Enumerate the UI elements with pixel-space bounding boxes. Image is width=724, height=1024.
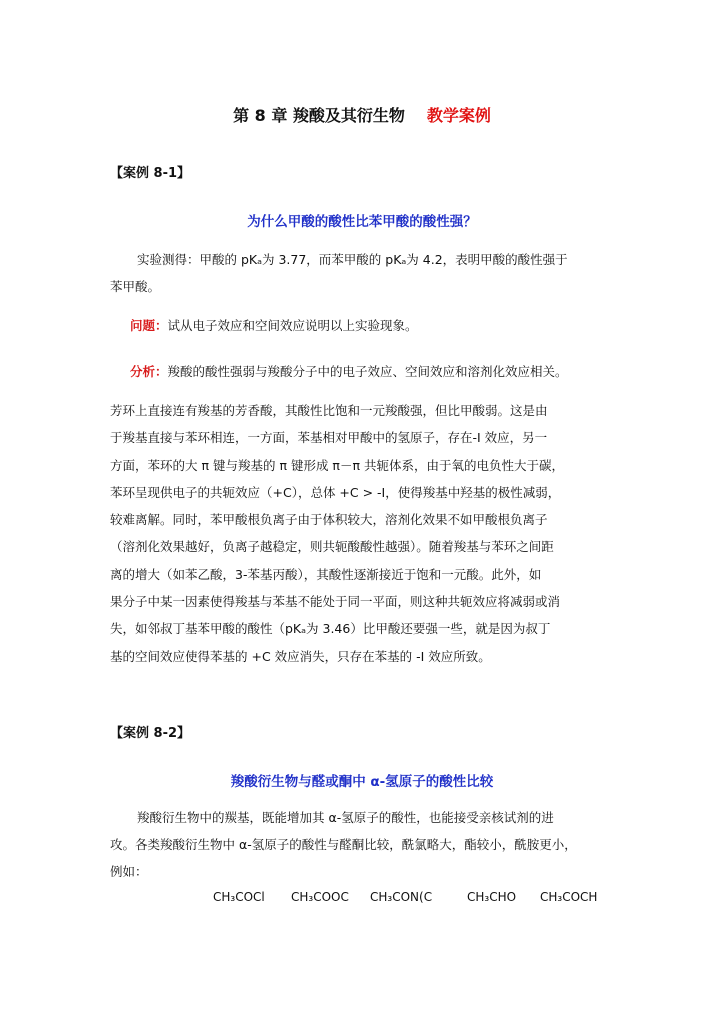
title-highlight: 教学案例 [426,106,491,125]
case1-body [110,397,564,670]
case2-body-line-3: 例如： [110,864,148,879]
formula-acetaldehyde: CH₃CHO [467,890,517,904]
case1-experiment-line-1: 实验测得：甲酸的 pKₐ为 3.77，而苯甲酸的 pKₐ为 4.2，表明甲酸的酸性强于 [137,252,568,267]
analysis-paragraph [130,362,568,381]
case2-body-line-1: 羧酸衍生物中的羰基，既能增加其 α-氢原子的酸性，也能接受亲核试剂的进 [137,810,554,825]
title-main: 第 8 章 羧酸及其衍生物 [233,106,405,125]
body-line: 苯环呈现供电子的共轭效应（+C），总体 +C > -I，使得羧基中羟基的极性减弱， [110,484,561,500]
formula-acetate-ester: CH₃COOC [291,890,349,904]
case2-body-line-2: 攻。各类羧酸衍生物中 α-氢原子的酸性与醛酮比较，酰氯略大，酯较小，酰胺更小， [110,837,577,852]
case2-subtitle: 羧酸衍生物与醛或酮中 α-氢原子的酸性比较 [230,774,494,790]
body-line: 芳环上直接连有羧基的芳香酸，其酸性比饱和一元羧酸强，但比甲酸弱。这是由 [110,403,548,418]
body-line: 失，如邻叔丁基苯甲酸的酸性（pKₐ为 3.46）比甲酸还要强一些，就是因为叔丁 [110,621,551,637]
question-paragraph [130,316,418,335]
analysis-label: 分析： [130,364,168,379]
body-line: 于羧基直接与苯环相连，一方面，苯基相对甲酸中的氢原子，存在-I 效应，另一 [110,430,548,446]
analysis-text: 羧酸的酸性强弱与羧酸分子中的电子效应、空间效应和溶剂化效应相关。 [167,364,568,379]
case1-label: 【案例 8-1】 [110,166,191,181]
question-label: 问题： [130,318,168,333]
case1-subtitle: 为什么甲酸的酸性比苯甲酸的酸性强？ [247,214,477,230]
case2-label: 【案例 8-2】 [110,726,191,741]
question-text: 试从电子效应和空间效应说明以上实验现象。 [167,318,418,333]
body-line: 果分子中某一因素使得羧基与苯基不能处于同一平面，则这种共轭效应将减弱或消 [110,594,561,610]
body-line: 离的增大（如苯乙酸，3-苯基丙酸），其酸性逐渐接近于饱和一元酸。此外，如 [110,566,542,582]
body-line: 基的空间效应使得苯基的 +C 效应消失，只存在苯基的 -I 效应所致。 [110,648,491,664]
body-line: 较难离解。同时，苯甲酸根负离子由于体积较大，溶剂化效果不如甲酸根负离子 [110,512,548,528]
body-line: 方面，苯环的大 π 键与羧基的 π 键形成 π－π 共轭体系，由于氧的电负性大于碳， [110,457,564,473]
formula-acetone: CH₃COCH [540,890,598,904]
body-line: （溶剂化效果越好，负离子越稳定，则共轭酸酸性越强）。随着羧基与苯环之间距 [110,539,554,555]
page-title [0,103,724,126]
case1-experiment-line-2: 苯甲酸。 [110,279,161,294]
formula-acetamide: CH₃CON(C [370,890,433,904]
formula-acetyl-chloride: CH₃COCl [213,890,265,904]
